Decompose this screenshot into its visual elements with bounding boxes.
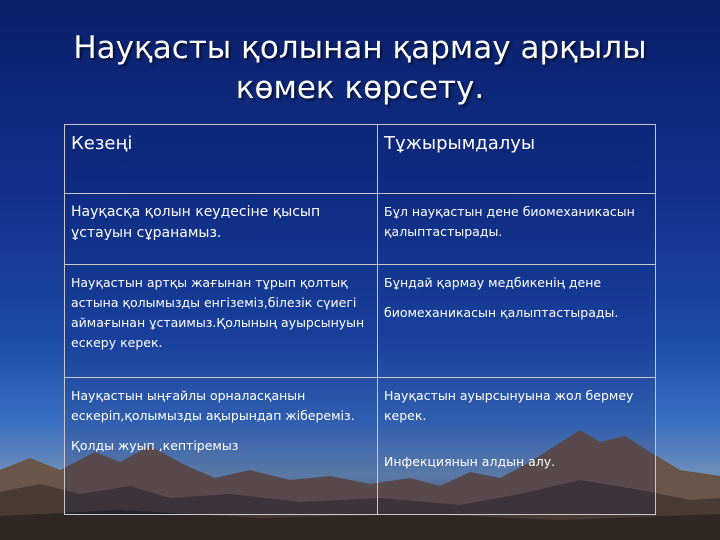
description-text: Бұл науқастын дене биомеханикасын қалыптастырады. — [384, 204, 635, 239]
steps-table — [64, 124, 656, 515]
table-row — [65, 265, 656, 378]
stage-cell — [65, 265, 378, 378]
description-cell — [378, 265, 656, 378]
description-cell — [378, 194, 656, 265]
description-text: Инфекциянын алдын алу. — [384, 454, 556, 469]
stage-text: Қолды жуып ,кептіремыз — [71, 438, 239, 453]
stage-text: Науқастын ыңғайлы орналасқанын ескеріп,қолымызды ақырындап жібереміз. — [71, 388, 355, 423]
stage-text: Науқастын артқы жағынан тұрып қолтық астына қолымызды енгіземіз,білезік сүиегі аймағынан ұстаимыз.Қолының ауырсынуын ескеру керек. — [71, 275, 365, 350]
header-description: Тұжырымдалуы — [378, 125, 656, 194]
stage-cell — [65, 194, 378, 265]
description-text: Бұндай қармау медбикенің дене — [384, 275, 602, 290]
table-row — [65, 378, 656, 515]
description-text: Науқастын ауырсынуына жол бермеу керек. — [384, 388, 634, 423]
table-row — [65, 194, 656, 265]
table-header-row — [65, 125, 656, 194]
description-cell — [378, 378, 656, 515]
slide-title: Науқасты қолынан қармау арқылы көмек көрсету. — [73, 30, 647, 106]
stage-text: Науқасқа қолын кеудесіне қысып ұстауын сұранамыз. — [71, 204, 321, 241]
header-stage: Кезеңі — [65, 125, 378, 194]
stage-cell — [65, 378, 378, 515]
description-text: биомеханикасын қалыптастырады. — [384, 305, 619, 320]
